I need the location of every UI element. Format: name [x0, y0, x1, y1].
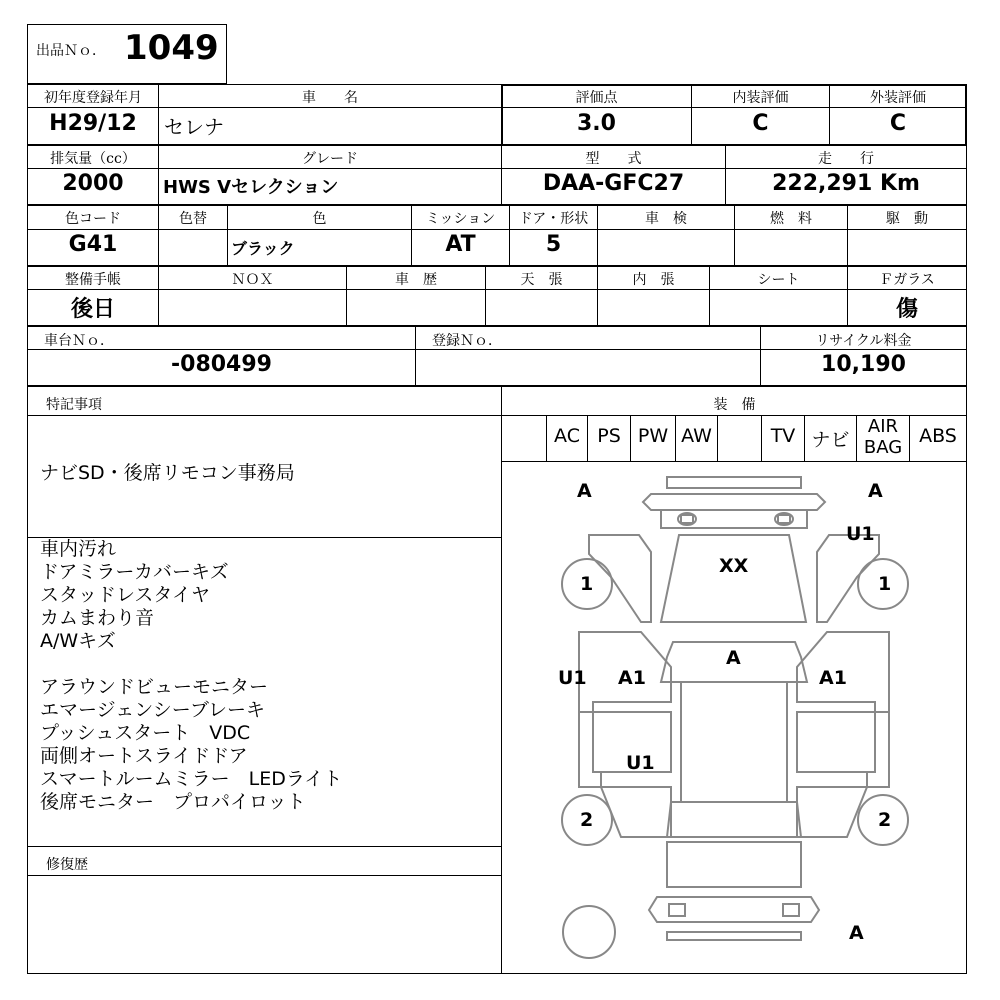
equip-ps: PS	[597, 425, 621, 447]
mark-front-left: A	[577, 480, 592, 502]
mileage-label: 走 行	[818, 151, 874, 167]
roof-lining-label: 天 張	[520, 272, 563, 288]
remark-item	[40, 653, 342, 676]
remark-item: 後席モニター プロパイロット	[40, 791, 306, 813]
equip-abs: ABS	[919, 425, 957, 447]
mark-front-right: A	[868, 480, 883, 502]
car-name-label: 車 名	[302, 90, 358, 106]
mark-roof: A	[726, 647, 741, 669]
color-value: ブラック	[231, 239, 295, 258]
color-code-value: G41	[68, 232, 118, 257]
grade-label: グレード	[302, 151, 358, 167]
color-code-label: 色コード	[65, 211, 121, 227]
equip-pw: PW	[637, 425, 669, 447]
remark-item: ドアミラーカバーキズ	[40, 561, 229, 583]
history-label: 車 歴	[395, 272, 437, 288]
mark-left-pillar: A1	[618, 667, 646, 689]
model-value: DAA-GFC27	[542, 171, 685, 196]
tire-rear-left: 2	[580, 809, 594, 831]
car-name-value: セレナ	[164, 115, 224, 139]
equip-tv: TV	[770, 425, 796, 447]
notes-title: 特記事項	[46, 397, 102, 413]
seat-label: シート	[757, 272, 800, 288]
mission-value: AT	[445, 232, 476, 257]
color-label: 色	[312, 211, 327, 227]
drive-label: 駆 動	[886, 211, 928, 227]
equip-aw: AW	[681, 425, 712, 447]
reg-date-label: 初年度登録年月	[44, 90, 142, 106]
score-value: 3.0	[577, 111, 616, 136]
grade-value: HWS Vセレクション	[163, 177, 339, 198]
remark-item: スタッドレスタイヤ	[40, 584, 211, 606]
mileage-value: 222,291 Km	[772, 171, 920, 196]
front-glass-label: Ｆガラス	[879, 272, 935, 288]
front-glass-value: 傷	[895, 297, 918, 322]
remark-item: スマートルームミラー LEDライト	[40, 768, 343, 790]
interior-grade-value: C	[752, 111, 769, 136]
model-label: 型 式	[585, 151, 642, 167]
remark-item: アラウンドビューモニター	[40, 676, 269, 698]
manual-label: 整備手帳	[65, 272, 121, 288]
lot-number: 1049	[124, 28, 219, 68]
equip-navi: ナビ	[811, 429, 850, 451]
displacement-value: 2000	[62, 171, 124, 196]
car-damage-diagram	[501, 462, 967, 974]
mark-left-door: U1	[558, 667, 587, 689]
exterior-grade-value: C	[889, 111, 907, 136]
equip-airbag: AIR BAG	[863, 416, 903, 458]
mark-left-rear-door: U1	[626, 752, 655, 774]
lot-number-label: 出品Ｎｏ．	[36, 43, 106, 59]
mark-rear-bumper: A	[849, 922, 864, 944]
interior-grade-label: 内装評価	[732, 90, 789, 106]
remark-item: A/Wキズ	[40, 630, 116, 652]
chassis-value: -080499	[171, 352, 272, 377]
remark-item: プッシュスタート VDC	[40, 722, 251, 744]
recycle-fee-label: リサイクル料金	[815, 333, 912, 349]
recycle-fee-value: 10,190	[821, 352, 906, 377]
inspection-label: 車 検	[645, 211, 687, 227]
tire-rear-right: 2	[878, 809, 892, 831]
door-value: 5	[545, 232, 562, 257]
mission-label: ミッション	[425, 211, 496, 227]
displacement-label: 排気量（cc）	[50, 151, 136, 167]
tire-front-right: 1	[878, 573, 892, 595]
nox-label: ＮＯＸ	[231, 272, 274, 288]
remark-item: 両側オートスライドドア	[40, 745, 248, 767]
reg-date-value: H29/12	[49, 111, 137, 136]
remark-item: 車内汚れ	[40, 538, 117, 560]
equip-ac: AC	[554, 425, 580, 447]
manual-value: 後日	[70, 297, 115, 322]
mark-right-fender: U1	[846, 523, 875, 545]
mark-hood: XX	[719, 555, 749, 577]
repaint-label: 色替	[179, 211, 207, 227]
repair-history-title: 修復歴	[46, 857, 88, 873]
notes-line-1: ナビSD・後席リモコン事務局	[40, 462, 295, 484]
exterior-grade-label: 外装評価	[870, 90, 926, 106]
tire-front-left: 1	[580, 573, 594, 595]
score-label: 評価点	[575, 90, 618, 106]
mark-right-pillar: A1	[819, 667, 847, 689]
fuel-label: 燃 料	[770, 211, 812, 227]
remark-item: カムまわり音	[40, 607, 155, 629]
remarks-list	[40, 538, 342, 814]
registration-label: 登録Ｎｏ．	[432, 333, 502, 349]
equipment-title: 装 備	[713, 397, 756, 413]
remark-item: エマージェンシーブレーキ	[40, 699, 266, 721]
interior-trim-label: 内 張	[632, 272, 675, 288]
door-label: ドア・形状	[518, 211, 589, 227]
chassis-label: 車台Ｎｏ．	[44, 333, 114, 349]
